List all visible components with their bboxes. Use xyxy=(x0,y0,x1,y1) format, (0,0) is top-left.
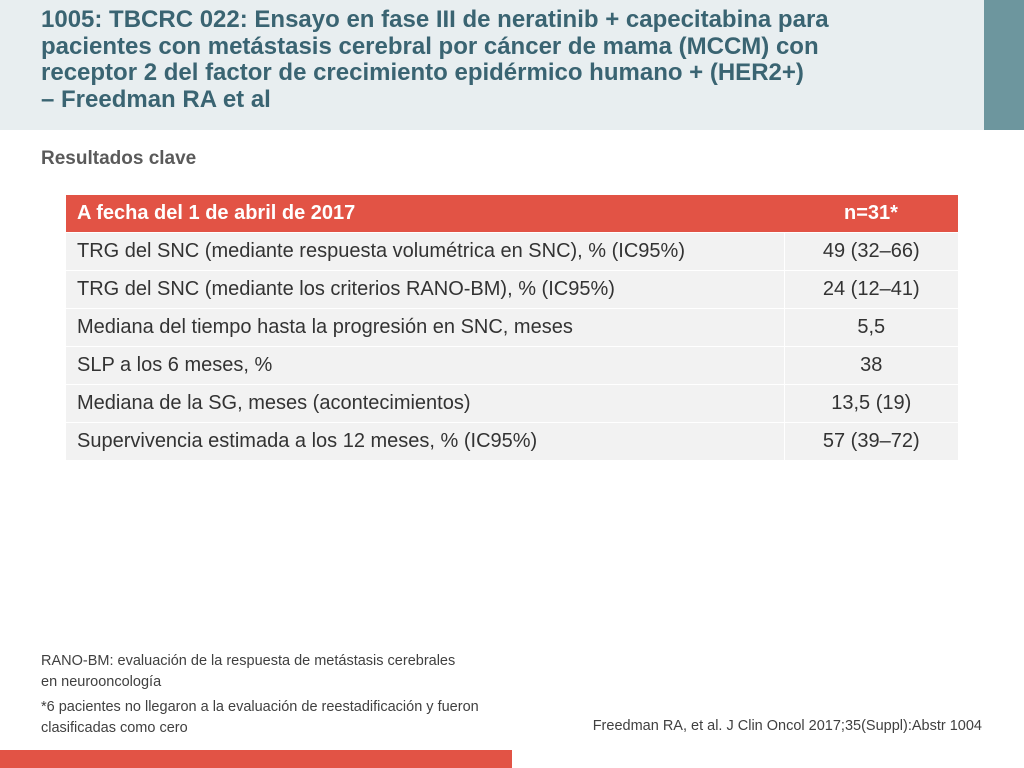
row-label: TRG del SNC (mediante los criterios RANO-BM), % (IC95%) xyxy=(66,271,784,309)
footnote-asterisk: *6 pacientes no llegaron a la evaluación de reestadificación y fueron clasificadas como cero xyxy=(41,699,479,736)
title-line: receptor 2 del factor de crecimiento epidérmico humano + (HER2+) xyxy=(41,59,804,86)
title-line: pacientes con metástasis cerebral por cáncer de mama (MCCM) con xyxy=(41,32,819,60)
table-row xyxy=(66,271,958,309)
row-label: TRG del SNC (mediante respuesta volumétrica en SNC), % (IC95%) xyxy=(66,233,784,271)
column-header-parameter: A fecha del 1 de abril de 2017 xyxy=(66,195,784,233)
bottom-accent-bar xyxy=(0,750,512,768)
table-row xyxy=(66,233,958,271)
row-label: SLP a los 6 meses, % xyxy=(66,347,784,385)
table-row xyxy=(66,309,958,347)
section-title: Resultados clave xyxy=(41,148,197,169)
slide-title xyxy=(41,7,941,113)
row-label: Mediana del tiempo hasta la progresión en SNC, meses xyxy=(66,309,784,347)
row-value: 13,5 (19) xyxy=(784,385,958,423)
row-value: 49 (32–66) xyxy=(784,233,958,271)
citation: Freedman RA, et al. J Clin Oncol 2017;35(Suppl):Abstr 1004 xyxy=(592,718,982,734)
row-value: 38 xyxy=(784,347,958,385)
table-row xyxy=(66,347,958,385)
row-value: 57 (39–72) xyxy=(784,423,958,461)
table-row xyxy=(66,423,958,461)
row-label: Mediana de la SG, meses (acontecimientos) xyxy=(66,385,784,423)
title-line: 1005: TBCRC 022: Ensayo en fase III de neratinib + capecitabina para xyxy=(41,6,829,33)
title-line: – Freedman RA et al xyxy=(41,85,271,113)
row-value: 5,5 xyxy=(784,309,958,347)
footnote-abbreviation: RANO-BM: evaluación de la respuesta de metástasis cerebrales en neurooncología xyxy=(41,653,456,690)
row-value: 24 (12–41) xyxy=(784,271,958,309)
header-accent-bar xyxy=(984,0,1024,130)
table-header-row xyxy=(66,195,958,233)
column-header-value: n=31* xyxy=(784,195,958,233)
table-row xyxy=(66,385,958,423)
results-table xyxy=(66,195,958,460)
row-label: Supervivencia estimada a los 12 meses, % (IC95%) xyxy=(66,423,784,461)
